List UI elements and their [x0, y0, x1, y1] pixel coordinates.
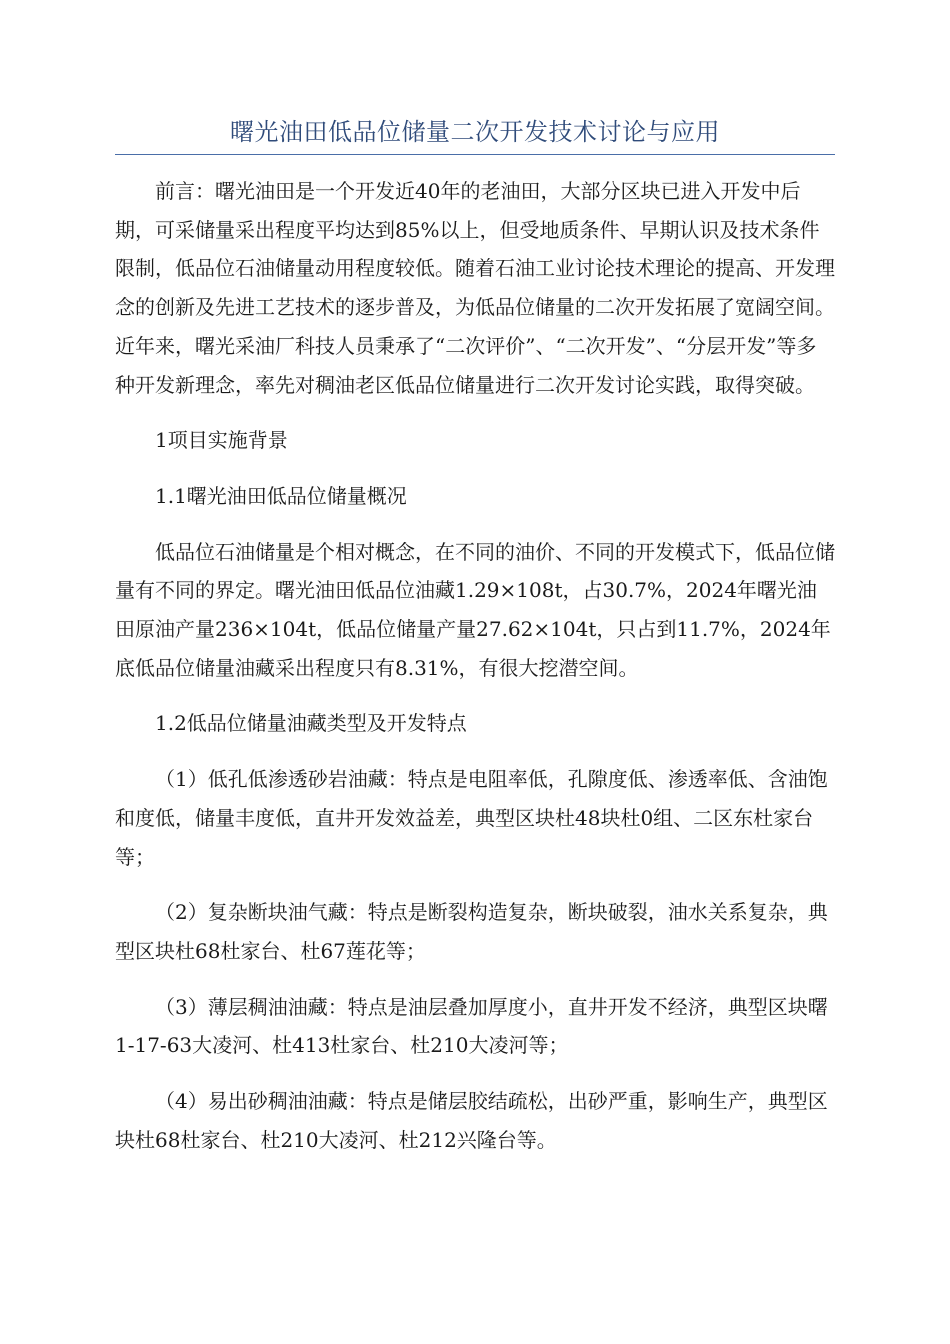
list-item-2: （2）复杂断块油气藏：特点是断裂构造复杂，断块破裂，油水关系复杂，典型区块杜68杜家台、杜67莲花等；: [115, 900, 828, 963]
paragraph-preface: 前言：曙光油田是一个开发近40年的老油田，大部分区块已进入开发中后期，可采储量采出程度平均达到85%以上，但受地质条件、早期认识及技术条件限制，低品位石油储量动用程度较低。随着石油工业讨论技术理论的提高、开发理念的创新及先进工艺技术的逐步普及，为低品位储量的二次开发拓展了宽阔空间。近年来，曙光采油厂科技人员秉承了“二次评价”、“二次开发”、“分层开发”等多种开发新理念，率先对稠油老区低品位储量进行二次开发讨论实践，取得突破。: [115, 179, 835, 397]
list-item-4: （4）易出砂稠油油藏：特点是储层胶结疏松，出砂严重，影响生产，典型区块杜68杜家台、杜210大凌河、杜212兴隆台等。: [115, 1089, 828, 1152]
paragraph-overview: 低品位石油储量是个相对概念，在不同的油价、不同的开发模式下，低品位储量有不同的界定。曙光油田低品位油藏1.29×108t，占30.7%，2024年曙光油田原油产量236×104t，低品位储量产量27.62×104t，只占到11.7%，2024年底低品位储量油藏采出程度只有8.31%，有很大挖潜空间。: [115, 539, 835, 680]
heading-section-1-1: 1.1曙光油田低品位储量概况: [155, 483, 407, 508]
document-title: 曙光油田低品位储量二次开发技术讨论与应用: [230, 118, 720, 146]
list-item-1: （1）低孔低渗透砂岩油藏：特点是电阻率低，孔隙度低、渗透率低、含油饱和度低，储量丰度低，直井开发效益差，典型区块杜48块杜0组、二区东杜家台等；: [115, 767, 828, 869]
title-underline: [115, 154, 835, 155]
heading-section-1: 1项目实施背景: [155, 428, 288, 453]
heading-section-1-2: 1.2低品位储量油藏类型及开发特点: [155, 711, 467, 736]
document-body: [115, 172, 835, 1159]
list-item-3: （3）薄层稠油油藏：特点是油层叠加厚度小，直井开发不经济，典型区块曙1-17-63大凌河、杜413杜家台、杜210大凌河等；: [115, 994, 828, 1058]
